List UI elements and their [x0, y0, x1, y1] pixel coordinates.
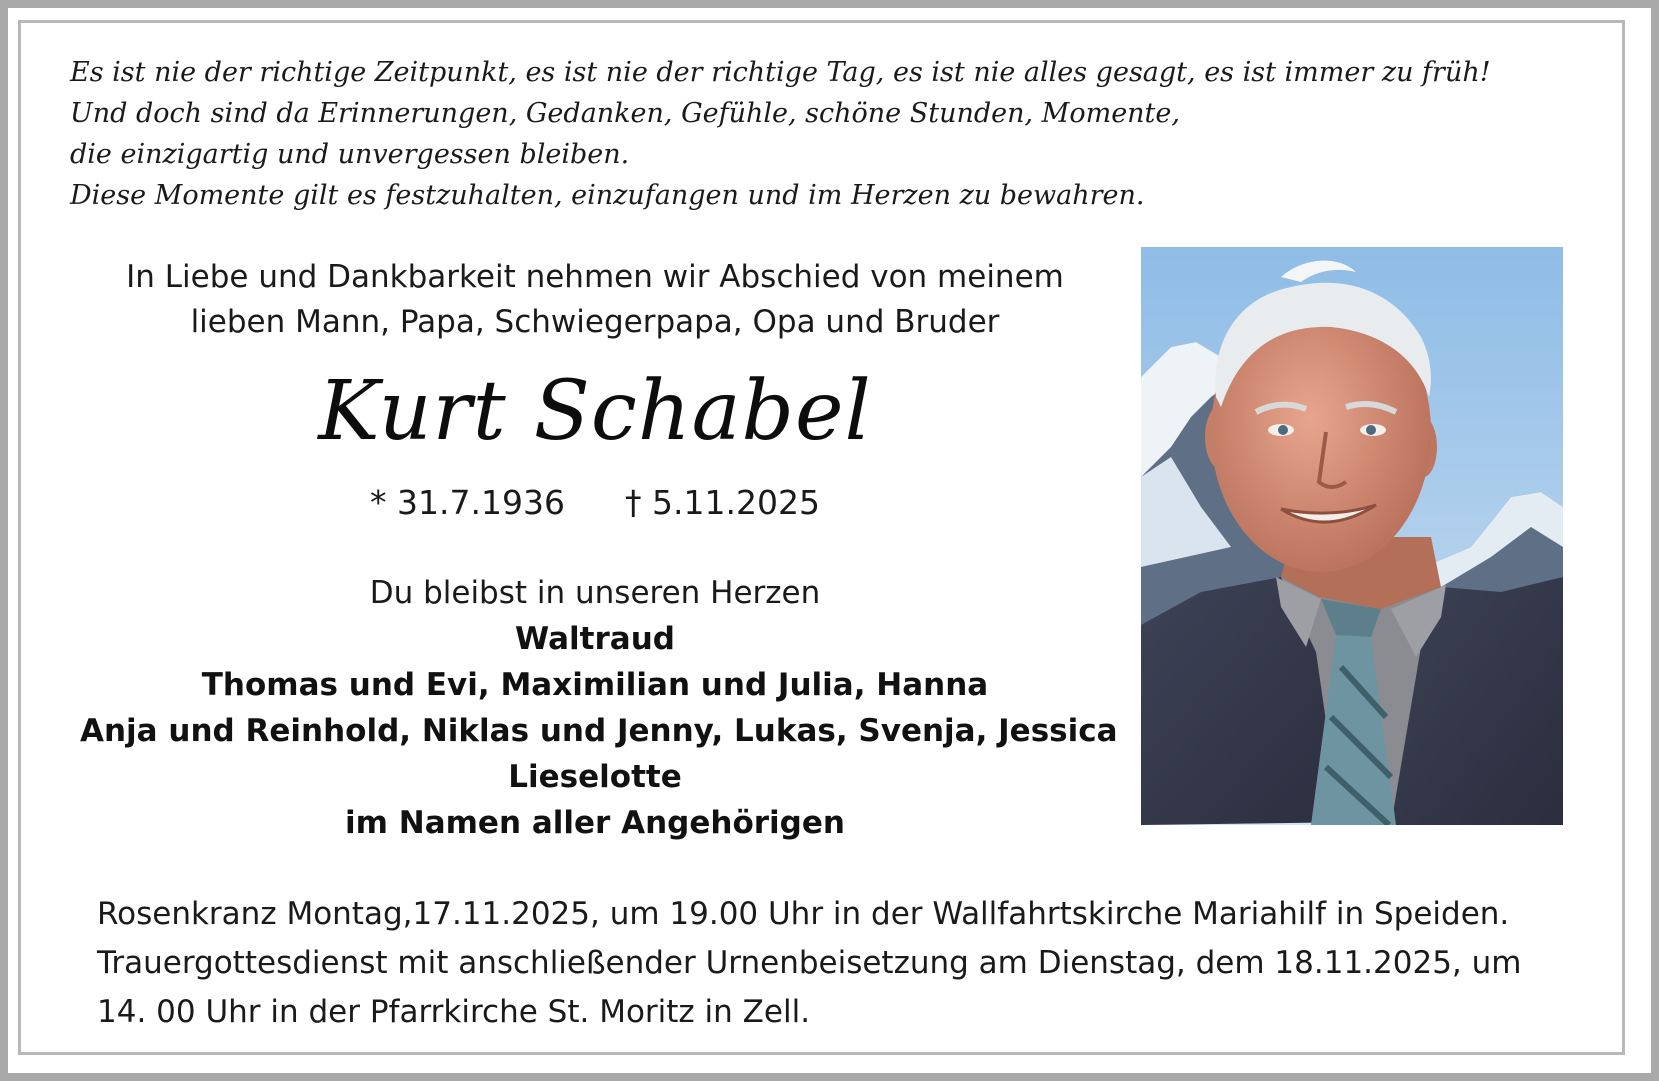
life-dates	[80, 481, 1110, 525]
farewell-line: Du bleibst in unseren Herzen	[369, 575, 821, 611]
poem-line: die einzigartig und unvergessen bleiben.	[70, 139, 630, 170]
poem-line: Diese Momente gilt es festzuhalten, einzufangen und im Herzen zu bewahren.	[70, 180, 1145, 211]
mourner-line: Waltraud	[515, 621, 675, 657]
mourner-line: Thomas und Evi, Maximilian und Julia, Hanna	[201, 667, 989, 703]
announcement-column	[80, 255, 1118, 846]
deceased-name: Kurt Schabel	[318, 364, 872, 459]
mourner-line: Anja und Reinhold, Niklas und Jenny, Lukas, Svenja, Jessica	[80, 713, 1118, 749]
mourner-line: im Namen aller Angehörigen	[345, 805, 845, 841]
service-line: Rosenkranz Montag,17.11.2025, um 19.00 Uhr in der Wallfahrtskirche Mariahilf in Speiden.	[97, 896, 1510, 932]
service-details	[97, 890, 1521, 1037]
poem-line: Es ist nie der richtige Zeitpunkt, es ist nie der richtige Tag, es ist nie alles gesagt, es ist immer zu früh!	[70, 57, 1491, 88]
intro-line: In Liebe und Dankbarkeit nehmen wir Abschied von meinem	[126, 259, 1064, 295]
death-date: † 5.11.2025	[625, 483, 820, 522]
service-line: 14. 00 Uhr in der Pfarrkirche St. Moritz in Zell.	[97, 994, 811, 1030]
intro-line: lieben Mann, Papa, Schwiegerpapa, Opa und Bruder	[190, 304, 1000, 340]
birth-date: * 31.7.1936	[370, 483, 565, 522]
mourners-list	[80, 616, 1118, 846]
service-line: Trauergottesdienst mit anschließender Urnenbeisetzung am Dienstag, dem 18.11.2025, um	[97, 945, 1522, 981]
portrait-illustration	[1141, 247, 1563, 825]
poem-line: Und doch sind da Erinnerungen, Gedanken, Gefühle, schöne Stunden, Momente,	[70, 98, 1180, 129]
mourner-line: Lieselotte	[508, 759, 682, 795]
intro-text	[80, 255, 1110, 345]
poem-block	[70, 52, 1491, 216]
portrait-photo	[1141, 247, 1563, 825]
